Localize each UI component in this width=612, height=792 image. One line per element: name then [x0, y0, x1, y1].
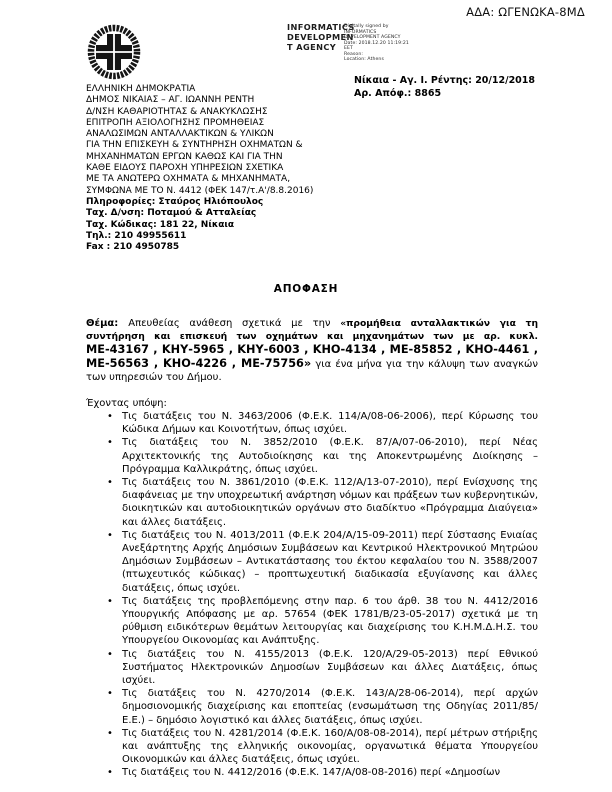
text-line: Date: 2018.12.20 11:19:21	[344, 40, 409, 46]
consideration-item: • Τις διατάξεις του Ν. 4155/2013 (Φ.Ε.Κ. 120/Α/29-05-2013) περί Εθνικού Συστήματος Ηλεκτρονικών Δημοσίων Συμβάσεων και άλλες Διατάξεις, όπως ισχύει.	[86, 648, 538, 688]
consideration-item: • Τις διατάξεις του Ν. 4013/2011 (Φ.Ε.Κ 204/Α/15-09-2011) περί Σύστασης Ενιαίας Ανεξάρτητης Αρχής Δημόσιων Συμβάσεων και Κεντρικού Ηλεκτρονικού Μητρώου Δημόσιων Συμβάσεων – Αντικατάστασης του έκτου κεφαλαίου του Ν. 3588/2007 (πτωχευτικός κώδικας) – προπτωχευτική διαδικασία εξυγίανσης και άλλες διατάξεις, όπως ισχύει.	[86, 529, 538, 595]
text-line: ΕΠΙΤΡΟΠΗ ΑΞΙΟΛΟΓΗΣΗΣ ΠΡΟΜΗΘΕΙΑΣ	[86, 117, 265, 128]
place-date: Νίκαια - Αγ. Ι. Ρέντης: 20/12/2018	[354, 75, 536, 86]
text-line: ΕΛΛΗΝΙΚΗ ΔΗΜΟΚΡΑΤΙΑ	[86, 84, 196, 94]
consideration-item: • Τις διατάξεις του Ν. 4412/2016 (Φ.Ε.Κ. 147/Α/08-08-2016) περί «Δημοσίων	[86, 766, 538, 779]
text-line: EET	[344, 46, 353, 51]
consideration-item: • Τις διατάξεις του Ν. 4270/2014 (Φ.Ε.Κ. 143/Α/28-06-2014), περί αρχών δημοσιονομικής διαχείρισης και εποπτείας (ενσωμάτωση της Οδηγίας 2011/85/Ε.Ε.) – δημόσιο λογιστικό και άλλες διατάξεις, όπως ισχύει.	[86, 687, 538, 727]
text-line: Ταχ. Δ/νση: Ποταμού & Ατταλείας	[86, 208, 257, 219]
text-line: T AGENCY	[287, 41, 337, 52]
text-line: ΣΥΜΦΩΝΑ ΜΕ ΤΟ Ν. 4412 (ΦΕΚ 147/τ.Α'/8.8.2016)	[86, 185, 314, 196]
text-line: DEVELOPMEN	[287, 31, 354, 42]
decision-number: Αρ. Απόφ.: 8865	[354, 88, 442, 99]
decision-title: ΑΠΟΦΑΣΗ	[273, 283, 339, 295]
text-line: ΓΙΑ ΤΗΝ ΕΠΙΣΚΕΥΗ & ΣΥΝΤΗΡΗΣΗ ΟΧΗΜΑΤΩΝ &	[86, 140, 303, 151]
stamp-signature-details	[344, 24, 444, 63]
ada-code: ΑΔΑ: ΩΓΕΝΩΚΑ-8ΜΔ	[466, 5, 585, 19]
consideration-item: • Τις διατάξεις της προβλεπόμενης στην παρ. 6 του άρθ. 38 του Ν. 4412/2016 Υπουργικής Απόφασης με αρ. 57654 (ΦΕΚ 1781/Β/23-05-2017) σχετικά με τη ρύθμιση ειδικότερων θεμάτων λειτουργίας και διαχείρισης του Κ.Η.Μ.Δ.Η.Σ. του Υπουργείου Οικονομίας και Ανάπτυξης.	[86, 595, 538, 648]
sender-header-block	[86, 84, 366, 253]
digital-signature-stamp	[287, 22, 447, 62]
text-line: INFORMATICS	[287, 22, 355, 32]
text-line: Δ/ΝΣΗ ΚΑΘΑΡΙΟΤΗΤΑΣ & ΑΝΑΚΥΚΛΩΣΗΣ	[86, 106, 268, 117]
text-line: Location: Athens	[344, 57, 384, 62]
subject-segment: για ένα μήνα για την κάλυψη των αναγκών των υπηρεσιών του Δήμου.	[86, 359, 538, 383]
text-line: Πληροφορίες: Σταύρος Ηλιόπουλος	[86, 196, 264, 207]
subject-segment: ΜΕ-43167 , ΚΗΥ-5965 , ΚΗΥ-6003 , ΚΗΟ-4134 , ΜΕ-85852 , ΚΗΟ-4461 , ΜΕ-56563 , ΚΗΟ-4226 , ΜΕ-75756»	[86, 343, 538, 370]
text-line: Fax : 210 4950785	[86, 242, 180, 253]
text-line: ΑΝΑΛΩΣΙΜΩΝ ΑΝΤΑΛΛΑΚΤΙΚΩΝ & ΥΛΙΚΩΝ	[86, 129, 274, 140]
text-line: Digitally signed by	[344, 24, 389, 29]
text-line: ΚΑΘΕ ΕΙΔΟΥΣ ΠΑΡΟΧΗ ΥΠΗΡΕΣΙΩΝ ΣΧΕΤΙΚΑ	[86, 163, 284, 174]
sender-org-lines	[86, 84, 366, 197]
greek-coat-of-arms-icon	[87, 24, 141, 80]
subject-segment: Θέμα:	[86, 318, 129, 329]
subject-segment: Απευθείας ανάθεση σχετικά με την	[128, 318, 341, 329]
text-line: Reason:	[344, 51, 363, 57]
text-line: ΔΗΜΟΣ ΝΙΚΑΙΑΣ – ΑΓ. ΙΩΑΝΝΗ ΡΕΝΤΗ	[86, 95, 255, 106]
date-and-number-block	[354, 74, 535, 100]
consideration-item: • Τις διατάξεις του Ν. 3463/2006 (Φ.Ε.Κ. 114/Α/08-06-2006), περί Κύρωσης του Κώδικα Δήμων και Κοινοτήτων, όπως ισχύει.	[86, 410, 538, 436]
consideration-item: • Τις διατάξεις του Ν. 3852/2010 (Φ.Ε.Κ. 87/Α/07-06-2010), περί Νέας Αρχιτεκτονικής της Αυτοδιοίκησης και της Αποκεντρωμένης Διοίκησης – Πρόγραμμα Καλλικράτης, όπως ισχύει.	[86, 436, 538, 476]
text-line: ΜΕ ΤΑ ΑΝΩΤΕΡΩ ΟΧΗΜΑΤΑ & ΜΗΧΑΝΗΜΑΤΑ,	[86, 174, 291, 185]
text-line: DEVELOPMENT AGENCY	[344, 35, 401, 40]
consideration-item: • Τις διατάξεις του Ν. 3861/2010 (Φ.Ε.Κ. 112/Α/13-07-2010), περί Ενίσχυσης της διαφάνειας με την υποχρεωτική ανάρτηση νόμων και πράξεων των κυβερνητικών, διοικητικών και αυτοδιοικητικών οργάνων στο διαδίκτυο «Πρόγραμμα Διαύγεια» και άλλες διατάξεις.	[86, 476, 538, 529]
subject-segment: «προμήθεια ανταλλακτικών για τη συντήρηση και επισκευή των οχημάτων και μηχανημάτων των με αρ. κυκλ.	[86, 318, 538, 342]
sender-contact-lines	[86, 197, 366, 253]
emblem-svg	[87, 24, 141, 80]
text-line: Ταχ. Κώδικας: 181 22, Νίκαια	[86, 219, 235, 230]
considerations-list	[86, 410, 538, 780]
preamble-text: Έχοντας υπόψη:	[86, 398, 167, 409]
consideration-item: • Τις διατάξεις του Ν. 4281/2014 (Φ.Ε.Κ. 160/Α/08-08-2014), περί μέτρων στήριξης και ανάπτυξης της ελληνικής οικονομίας, οργανωτικά θέματα Υπουργείου Οικονομικών και άλλες διατάξεις, όπως ισχύει.	[86, 727, 538, 767]
text-line: ΜΗΧΑΝΗΜΑΤΩΝ ΕΡΓΩΝ ΚΑΘΩΣ ΚΑΙ ΓΙΑ ΤΗΝ	[86, 151, 283, 162]
text-line: Τηλ.: 210 49955611	[86, 230, 187, 241]
subject-paragraph	[86, 317, 538, 384]
text-line: INFORMATICS	[344, 29, 377, 35]
